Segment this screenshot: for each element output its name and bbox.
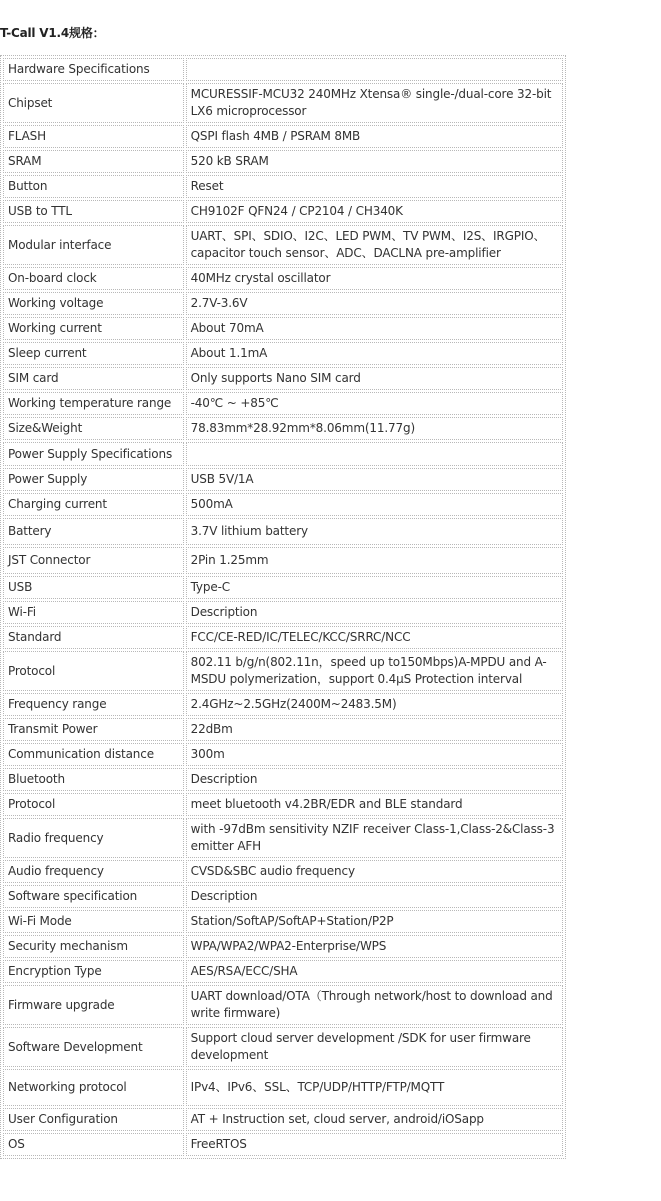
spec-label: Working temperature range xyxy=(3,392,184,415)
table-row xyxy=(3,150,563,173)
table-row xyxy=(3,125,563,148)
spec-value xyxy=(186,442,563,466)
spec-label: Battery xyxy=(3,518,184,545)
table-row xyxy=(3,417,563,440)
table-row xyxy=(3,626,563,649)
spec-value: Description xyxy=(186,885,563,908)
spec-value: About 70mA xyxy=(186,317,563,340)
table-row xyxy=(3,860,563,883)
table-row xyxy=(3,267,563,290)
table-row xyxy=(3,442,563,466)
spec-value: Type-C xyxy=(186,576,563,599)
spec-value: AES/RSA/ECC/SHA xyxy=(186,960,563,983)
table-row xyxy=(3,342,563,365)
table-row xyxy=(3,910,563,933)
spec-value: 40MHz crystal oscillator xyxy=(186,267,563,290)
spec-label: USB to TTL xyxy=(3,200,184,223)
spec-value: 2.7V-3.6V xyxy=(186,292,563,315)
spec-value: UART download/OTA（Through network/host to download and write firmware) xyxy=(186,985,563,1025)
table-row xyxy=(3,576,563,599)
spec-label: Size&Weight xyxy=(3,417,184,440)
spec-label: Networking protocol xyxy=(3,1069,184,1106)
table-row xyxy=(3,818,563,858)
spec-label: Working current xyxy=(3,317,184,340)
table-row xyxy=(3,768,563,791)
spec-value: 3.7V lithium battery xyxy=(186,518,563,545)
spec-value: 500mA xyxy=(186,493,563,516)
spec-label: SIM card xyxy=(3,367,184,390)
spec-label: Audio frequency xyxy=(3,860,184,883)
table-row xyxy=(3,392,563,415)
table-row xyxy=(3,1133,563,1156)
table-row xyxy=(3,518,563,545)
table-row xyxy=(3,601,563,624)
spec-value: AT + Instruction set, cloud server, android/iOSapp xyxy=(186,1108,563,1131)
table-row xyxy=(3,935,563,958)
spec-value: Support cloud server development /SDK for user firmware development xyxy=(186,1027,563,1067)
page-heading: T-Call V1.4规格： xyxy=(0,26,105,40)
table-row xyxy=(3,1108,563,1131)
table-row xyxy=(3,985,563,1025)
spec-value: FCC/CE-RED/IC/TELEC/KCC/SRRC/NCC xyxy=(186,626,563,649)
spec-label: Encryption Type xyxy=(3,960,184,983)
specifications-table xyxy=(0,55,566,1159)
table-row xyxy=(3,292,563,315)
spec-value: Station/SoftAP/SoftAP+Station/P2P xyxy=(186,910,563,933)
spec-label: Wi-Fi xyxy=(3,601,184,624)
spec-label: USB xyxy=(3,576,184,599)
spec-value: 2.4GHz~2.5GHz(2400M~2483.5M) xyxy=(186,693,563,716)
spec-label: Hardware Specifications xyxy=(3,58,184,81)
spec-value: About 1.1mA xyxy=(186,342,563,365)
spec-label: JST Connector xyxy=(3,547,184,574)
spec-value: CH9102F QFN24 / CP2104 / CH340K xyxy=(186,200,563,223)
table-row xyxy=(3,1027,563,1067)
table-row xyxy=(3,468,563,491)
spec-label: Sleep current xyxy=(3,342,184,365)
table-row xyxy=(3,83,563,123)
spec-label: FLASH xyxy=(3,125,184,148)
spec-value: Description xyxy=(186,601,563,624)
spec-label: Working voltage xyxy=(3,292,184,315)
spec-label: Chipset xyxy=(3,83,184,123)
table-row xyxy=(3,793,563,816)
spec-label: Wi-Fi Mode xyxy=(3,910,184,933)
spec-value: with -97dBm sensitivity NZIF receiver Class-1,Class-2&Class-3 emitter AFH xyxy=(186,818,563,858)
spec-value: FreeRTOS xyxy=(186,1133,563,1156)
table-row xyxy=(3,58,563,81)
spec-value: 520 kB SRAM xyxy=(186,150,563,173)
spec-label: Standard xyxy=(3,626,184,649)
table-row xyxy=(3,367,563,390)
table-row xyxy=(3,743,563,766)
table-row xyxy=(3,885,563,908)
spec-value: CVSD&SBC audio frequency xyxy=(186,860,563,883)
spec-value: 300m xyxy=(186,743,563,766)
spec-label: Charging current xyxy=(3,493,184,516)
spec-label: Power Supply xyxy=(3,468,184,491)
spec-value: USB 5V/1A xyxy=(186,468,563,491)
spec-label: Communication distance xyxy=(3,743,184,766)
spec-value: 22dBm xyxy=(186,718,563,741)
spec-value: meet bluetooth v4.2BR/EDR and BLE standard xyxy=(186,793,563,816)
table-row xyxy=(3,225,563,265)
spec-label: Firmware upgrade xyxy=(3,985,184,1025)
spec-label: Transmit Power xyxy=(3,718,184,741)
table-row xyxy=(3,317,563,340)
spec-label: Bluetooth xyxy=(3,768,184,791)
spec-value xyxy=(186,58,563,81)
table-row xyxy=(3,693,563,716)
spec-value: IPv4、IPv6、SSL、TCP/UDP/HTTP/FTP/MQTT xyxy=(186,1069,563,1106)
spec-value: 802.11 b/g/n(802.11n，speed up to150Mbps)A-MPDU and A-MSDU polymerization，support 0.4μS Protection interval xyxy=(186,651,563,691)
spec-value: 78.83mm*28.92mm*8.06mm(11.77g) xyxy=(186,417,563,440)
spec-value: WPA/WPA2/WPA2-Enterprise/WPS xyxy=(186,935,563,958)
spec-value: Only supports Nano SIM card xyxy=(186,367,563,390)
spec-label: Software specification xyxy=(3,885,184,908)
specifications-table-body xyxy=(3,58,563,1156)
table-row xyxy=(3,493,563,516)
spec-label: Software Development xyxy=(3,1027,184,1067)
spec-label: On-board clock xyxy=(3,267,184,290)
spec-label: Modular interface xyxy=(3,225,184,265)
spec-label: Security mechanism xyxy=(3,935,184,958)
spec-label: Protocol xyxy=(3,793,184,816)
spec-label: Radio frequency xyxy=(3,818,184,858)
spec-label: Button xyxy=(3,175,184,198)
spec-label: OS xyxy=(3,1133,184,1156)
table-row xyxy=(3,200,563,223)
table-row xyxy=(3,960,563,983)
table-row xyxy=(3,175,563,198)
spec-value: Reset xyxy=(186,175,563,198)
spec-label: Frequency range xyxy=(3,693,184,716)
table-row xyxy=(3,651,563,691)
spec-label: SRAM xyxy=(3,150,184,173)
spec-label: Protocol xyxy=(3,651,184,691)
spec-label: Power Supply Specifications xyxy=(3,442,184,466)
spec-value: Description xyxy=(186,768,563,791)
spec-value: UART、SPI、SDIO、I2C、LED PWM、TV PWM、I2S、IRGPIO、capacitor touch sensor、ADC、DACLNA pre-amplifier xyxy=(186,225,563,265)
spec-value: 2Pin 1.25mm xyxy=(186,547,563,574)
spec-value: -40℃ ~ +85℃ xyxy=(186,392,563,415)
table-row xyxy=(3,718,563,741)
spec-value: MCURESSIF-MCU32 240MHz Xtensa® single-/dual-core 32-bit LX6 microprocessor xyxy=(186,83,563,123)
table-row xyxy=(3,1069,563,1106)
spec-label: User Configuration xyxy=(3,1108,184,1131)
table-row xyxy=(3,547,563,574)
spec-value: QSPI flash 4MB / PSRAM 8MB xyxy=(186,125,563,148)
